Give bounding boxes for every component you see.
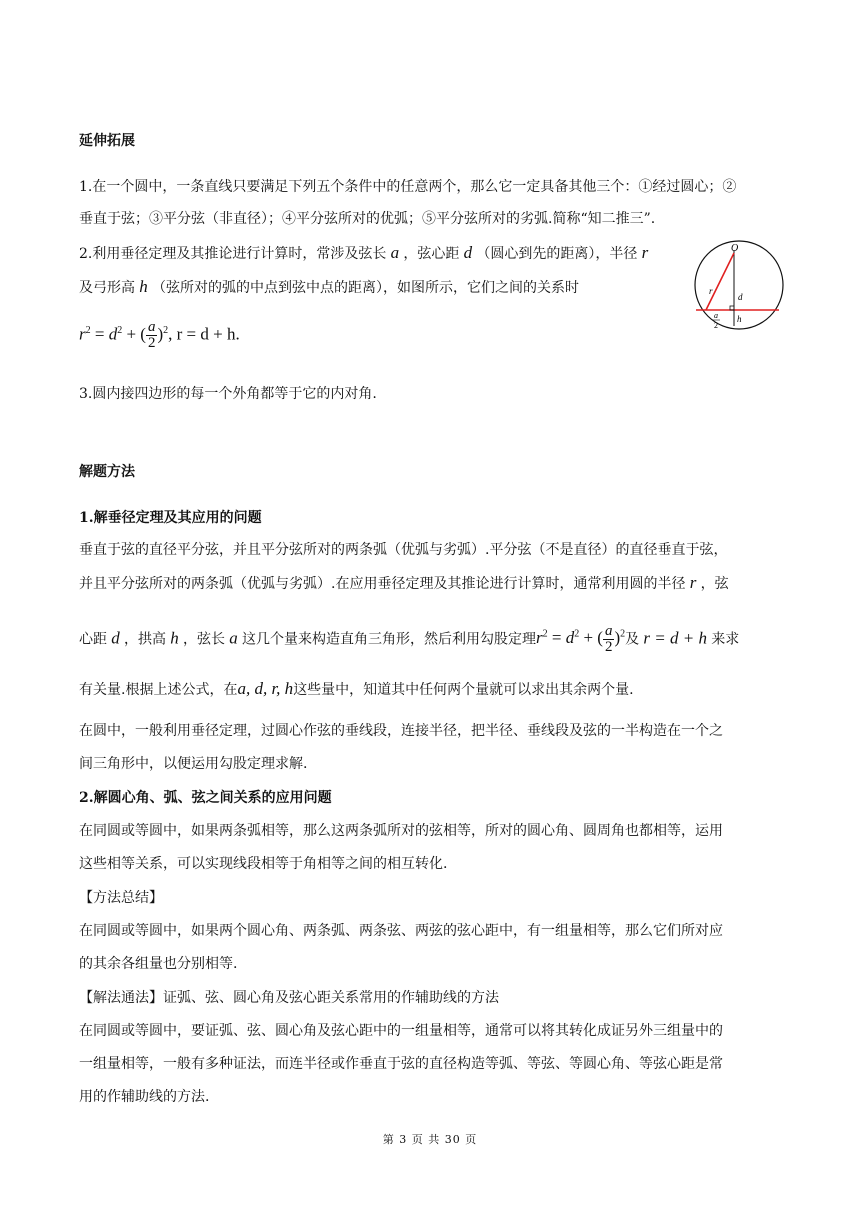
- extension-formula: $r^2 = d^2$ + ( $\frac{a}{2}$ )$^2$, r = d + h.: [79, 319, 240, 351]
- extension-item2-line2: 及弓形高 h （弦所对的弧的中点到弦中点的距离），如图所示，它们之间的关系时: [79, 277, 579, 296]
- label-h: h: [737, 314, 742, 324]
- method2-line1: 在同圆或等圆中，如果两条弧相等，那么这两条弧所对的弦相等，所对的圆心角、圆周角也都相等，运用: [79, 823, 723, 839]
- summary-title: 【方法总结】: [79, 890, 163, 906]
- label-r: r: [709, 286, 713, 296]
- method2-line2: 这些相等关系，可以实现线段相等于角相等之间的相互转化.: [79, 856, 448, 872]
- section-heading-extension: 延伸拓展: [79, 133, 135, 149]
- extension-item3: 3.圆内接四边形的每一个外角都等于它的内对角.: [79, 386, 377, 402]
- chord-circle-figure: [692, 238, 786, 334]
- extension-item1-line1: 1.在一个圆中，一条直线只要满足下列五个条件中的任意两个，那么它一定具备其他三个：①经过圆心；②: [79, 179, 737, 195]
- general-line1: 在同圆或等圆中，要证弧、弦、圆心角及弦心距中的一组量相等，通常可以将其转化成证另外三组量中的: [79, 1023, 723, 1039]
- label-a: a: [714, 311, 718, 320]
- label-d: d: [738, 292, 743, 302]
- page-footer: 第 3 页 共 30 页: [382, 1133, 478, 1146]
- general-line2: 一组量相等，一般有多种证法，而连半径或作垂直于弦的直径构造等弧、等弦、等圆心角、等弦心距是常: [79, 1056, 723, 1072]
- method1-para2-line1: 在圆中，一般利用垂径定理，过圆心作弦的垂线段，连接半径，把半径、垂线段及弦的一半构造在一个之: [79, 723, 723, 739]
- general-method-title: 【解法通法】证弧、弦、圆心角及弦心距关系常用的作辅助线的方法: [79, 990, 499, 1006]
- method2-title: 2.解圆心角、弧、弦之间关系的应用问题: [79, 790, 332, 806]
- method1-para2-line2: 间三角形中，以便运用勾股定理求解.: [79, 756, 308, 772]
- general-line3: 用的作辅助线的方法.: [79, 1089, 210, 1105]
- method1-title: 1.解垂径定理及其应用的问题: [79, 510, 262, 526]
- fraction-a-over-2: $\frac{a}{2}$: [147, 319, 156, 351]
- method1-line3: 心距 d ，拱高 h ，弦长 a 这几个量来构造直角三角形，然后利用勾股定理$r^2 = d^2$ + ( $\frac{a}{2}$ )$^2$及 r = d + h 来求: [79, 623, 740, 655]
- section-heading-methods: 解题方法: [79, 464, 135, 480]
- extension-item2-line1: 2.利用垂径定理及其推论进行计算时，常涉及弦长 a ，弦心距 d （圆心到先的距离），半径 r: [79, 243, 649, 262]
- method1-line1: 垂直于弦的直径平分弦，并且平分弦所对的两条弧（优弧与劣弧）.平分弦（不是直径）的直径垂直于弦，: [79, 542, 728, 558]
- method1-line2: 并且平分弦所对的两条弧（优弧与劣弧）.在应用垂径定理及其推论进行计算时，通常利用圆的半径 r ，弦: [79, 573, 729, 592]
- extension-item1-line2: 垂直于弦；③平分弦（非直径）；④平分弦所对的优弧；⑤平分弦所对的劣弧.简称“知二推三”.: [79, 211, 656, 227]
- method1-line4: 有关量.根据上述公式，在a, d, r, h这些量中，知道其中任何两个量就可以求出其余两个量.: [79, 679, 634, 698]
- label-two: 2: [714, 321, 718, 330]
- summary-line1: 在同圆或等圆中，如果两个圆心角、两条弧、两条弦、两弦的弦心距中，有一组量相等，那么它们所对应: [79, 923, 723, 939]
- label-o: O: [731, 243, 739, 254]
- summary-line2: 的其余各组量也分别相等.: [79, 956, 238, 972]
